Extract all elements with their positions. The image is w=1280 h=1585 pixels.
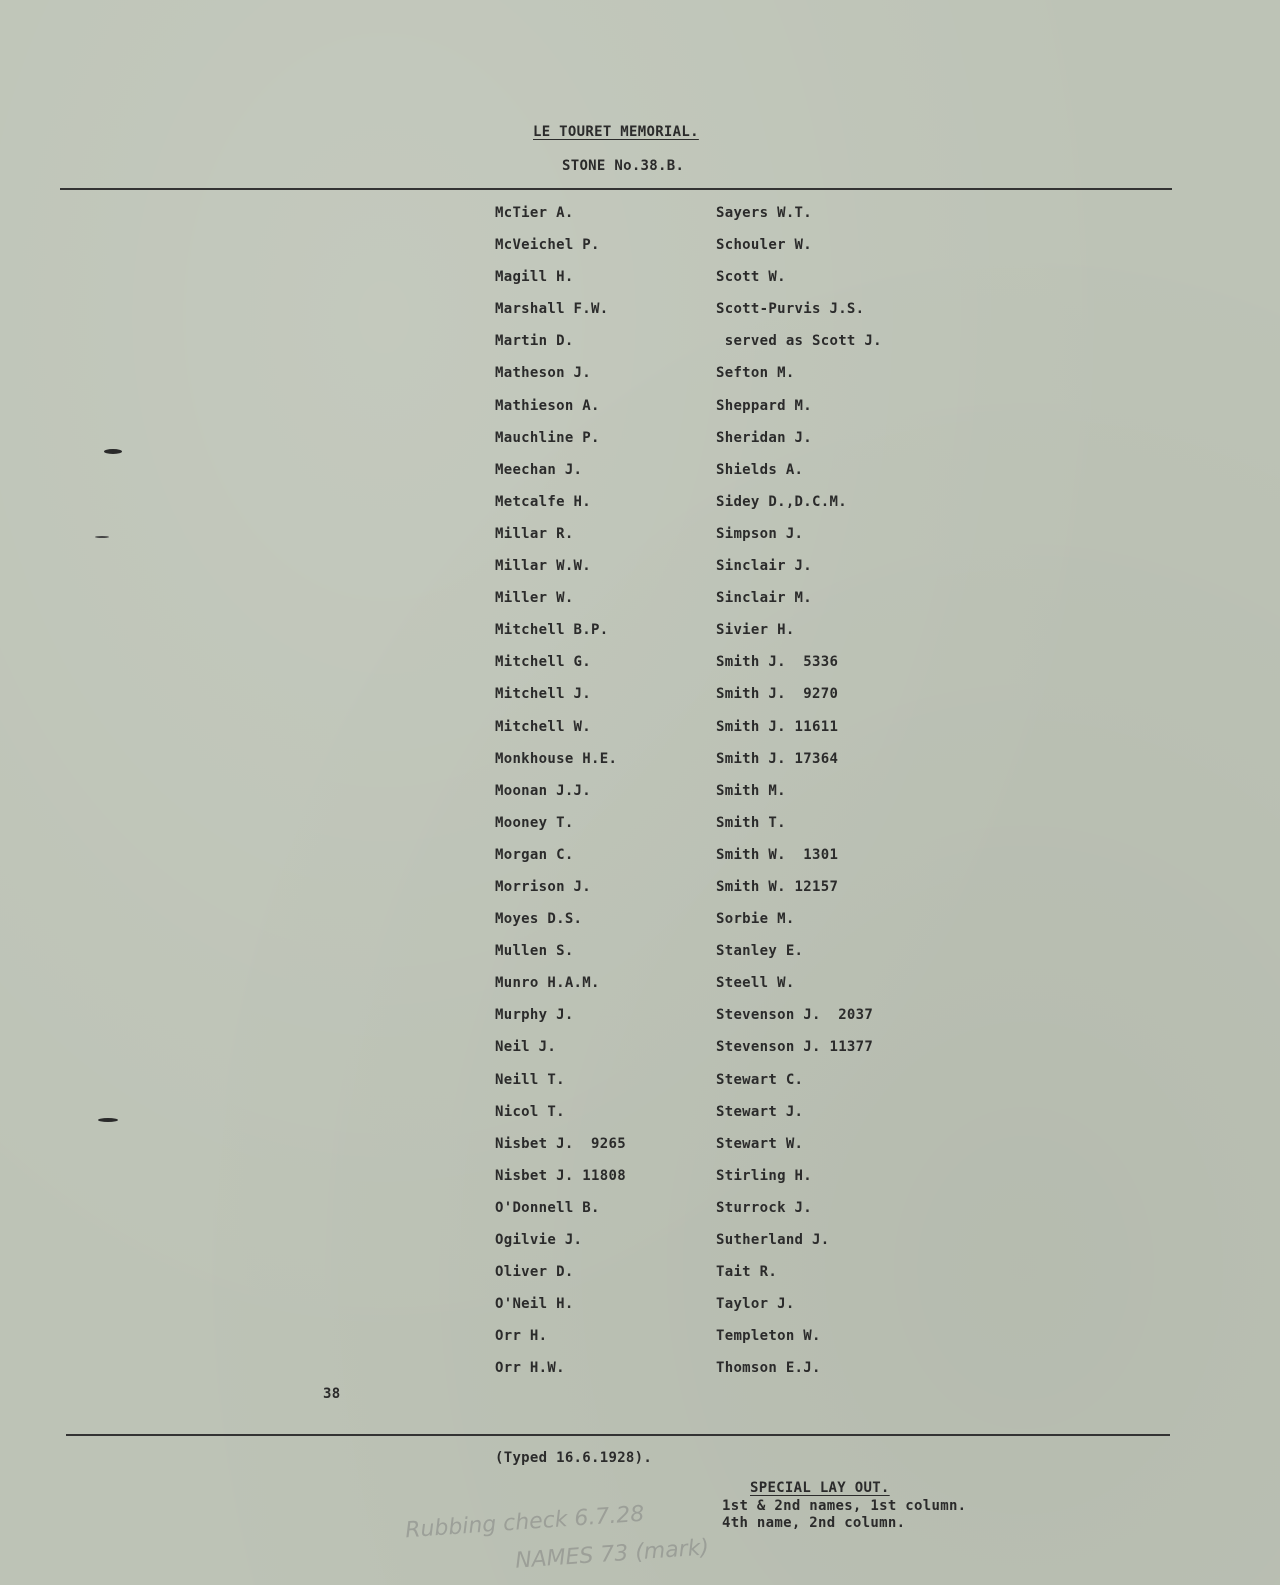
name-entry: Scott-Purvis J.S. xyxy=(716,301,865,318)
bottom-divider xyxy=(66,1434,1170,1436)
name-entry: Sorbie M. xyxy=(716,911,795,928)
name-entry: Neil J. xyxy=(495,1039,557,1056)
name-entry: Metcalfe H. xyxy=(495,493,592,510)
names-column-left xyxy=(495,200,626,1387)
name-entry: Mooney T. xyxy=(495,814,574,831)
name-entry: Smith W. 12157 xyxy=(716,878,839,895)
name-entry: Magill H. xyxy=(495,269,574,286)
name-entry: Sefton M. xyxy=(716,365,795,382)
special-layout-heading: SPECIAL LAY OUT. xyxy=(750,1480,890,1496)
name-entry: Schouler W. xyxy=(716,237,813,254)
name-entry: Miller W. xyxy=(495,590,574,607)
name-entry: Orr H. xyxy=(495,1328,548,1345)
memorial-title: LE TOURET MEMORIAL. xyxy=(533,124,699,140)
name-entry: Sturrock J. xyxy=(716,1199,813,1216)
name-entry: Morgan C. xyxy=(495,846,574,863)
pencil-annotation-1: Rubbing check 6.7.28 xyxy=(404,1501,646,1544)
name-entry: Marshall F.W. xyxy=(495,301,609,318)
name-entry: Mullen S. xyxy=(495,943,574,960)
name-entry: Simpson J. xyxy=(716,525,804,542)
page-number: 38 xyxy=(323,1386,341,1402)
ink-blot xyxy=(104,449,122,454)
name-entry: Smith J. 9270 xyxy=(716,686,839,703)
name-entry: Mathieson A. xyxy=(495,397,600,414)
name-entry: Meechan J. xyxy=(495,461,583,478)
name-entry: Smith J. 17364 xyxy=(716,750,839,767)
name-entry: Sivier H. xyxy=(716,622,795,639)
name-entry: McTier A. xyxy=(495,205,574,221)
name-entry: Smith J. 11611 xyxy=(716,718,839,735)
name-entry: Smith J. 5336 xyxy=(716,654,839,671)
name-entry: Stevenson J. 2037 xyxy=(716,1007,874,1024)
name-entry: Shields A. xyxy=(716,461,804,478)
names-column-right xyxy=(716,200,882,1387)
ink-blot xyxy=(98,1118,118,1122)
name-entry: Stewart J. xyxy=(716,1103,804,1120)
name-entry: Stevenson J. 11377 xyxy=(716,1039,874,1056)
name-entry: Mitchell B.P. xyxy=(495,622,609,639)
name-entry: Sheridan J. xyxy=(716,429,813,446)
name-entry: Neill T. xyxy=(495,1071,565,1088)
special-layout-note-1: 1st & 2nd names, 1st column. xyxy=(722,1498,967,1514)
name-entry: Stewart W. xyxy=(716,1135,804,1152)
name-entry: Nisbet J. 9265 xyxy=(495,1135,626,1152)
name-entry: Nicol T. xyxy=(495,1103,565,1120)
name-entry: Templeton W. xyxy=(716,1328,821,1345)
name-entry: Millar W.W. xyxy=(495,558,592,575)
name-entry: Stewart C. xyxy=(716,1071,804,1088)
name-entry: Smith T. xyxy=(716,814,786,831)
name-entry: Smith W. 1301 xyxy=(716,846,839,863)
name-entry: McVeichel P. xyxy=(495,237,600,254)
name-entry: Stanley E. xyxy=(716,943,804,960)
name-entry: Sidey D.,D.C.M. xyxy=(716,493,847,510)
name-entry: Moonan J.J. xyxy=(495,782,592,799)
name-entry: Sinclair M. xyxy=(716,590,813,607)
name-entry: Ogilvie J. xyxy=(495,1232,583,1248)
name-entry: Tait R. xyxy=(716,1264,778,1281)
name-entry: Matheson J. xyxy=(495,365,592,382)
name-entry: Nisbet J. 11808 xyxy=(495,1167,626,1184)
name-entry: Sinclair J. xyxy=(716,558,813,575)
name-entry: Sayers W.T. xyxy=(716,205,813,221)
name-entry: Mitchell G. xyxy=(495,654,592,671)
name-entry: Mauchline P. xyxy=(495,429,600,446)
name-entry: Oliver D. xyxy=(495,1264,574,1281)
name-entry: Monkhouse H.E. xyxy=(495,750,618,767)
pencil-annotation-2: NAMES 73 (mark) xyxy=(514,1535,710,1574)
name-entry: Scott W. xyxy=(716,269,786,286)
name-entry: Mitchell J. xyxy=(495,686,592,703)
name-entry: Mitchell W. xyxy=(495,718,592,735)
name-entry: Thomson E.J. xyxy=(716,1360,821,1377)
name-entry: O'Neil H. xyxy=(495,1296,574,1313)
name-entry: Munro H.A.M. xyxy=(495,975,600,992)
typed-date: (Typed 16.6.1928). xyxy=(495,1450,653,1466)
name-entry: Orr H.W. xyxy=(495,1360,565,1377)
name-entry: Sheppard M. xyxy=(716,397,813,414)
name-entry: Sutherland J. xyxy=(716,1232,830,1248)
stone-number: STONE No.38.B. xyxy=(562,158,685,174)
top-divider xyxy=(60,188,1172,190)
name-entry: Steell W. xyxy=(716,975,795,992)
ink-blot xyxy=(95,536,109,538)
name-entry: Smith M. xyxy=(716,782,786,799)
special-layout-note-2: 4th name, 2nd column. xyxy=(722,1515,906,1531)
name-entry: Millar R. xyxy=(495,525,574,542)
name-entry: Moyes D.S. xyxy=(495,911,583,928)
name-entry: served as Scott J. xyxy=(716,333,882,350)
name-entry: Taylor J. xyxy=(716,1296,795,1313)
name-entry: Martin D. xyxy=(495,333,574,350)
name-entry: Murphy J. xyxy=(495,1007,574,1024)
name-entry: Morrison J. xyxy=(495,878,592,895)
name-entry: O'Donnell B. xyxy=(495,1199,600,1216)
name-entry: Stirling H. xyxy=(716,1167,813,1184)
